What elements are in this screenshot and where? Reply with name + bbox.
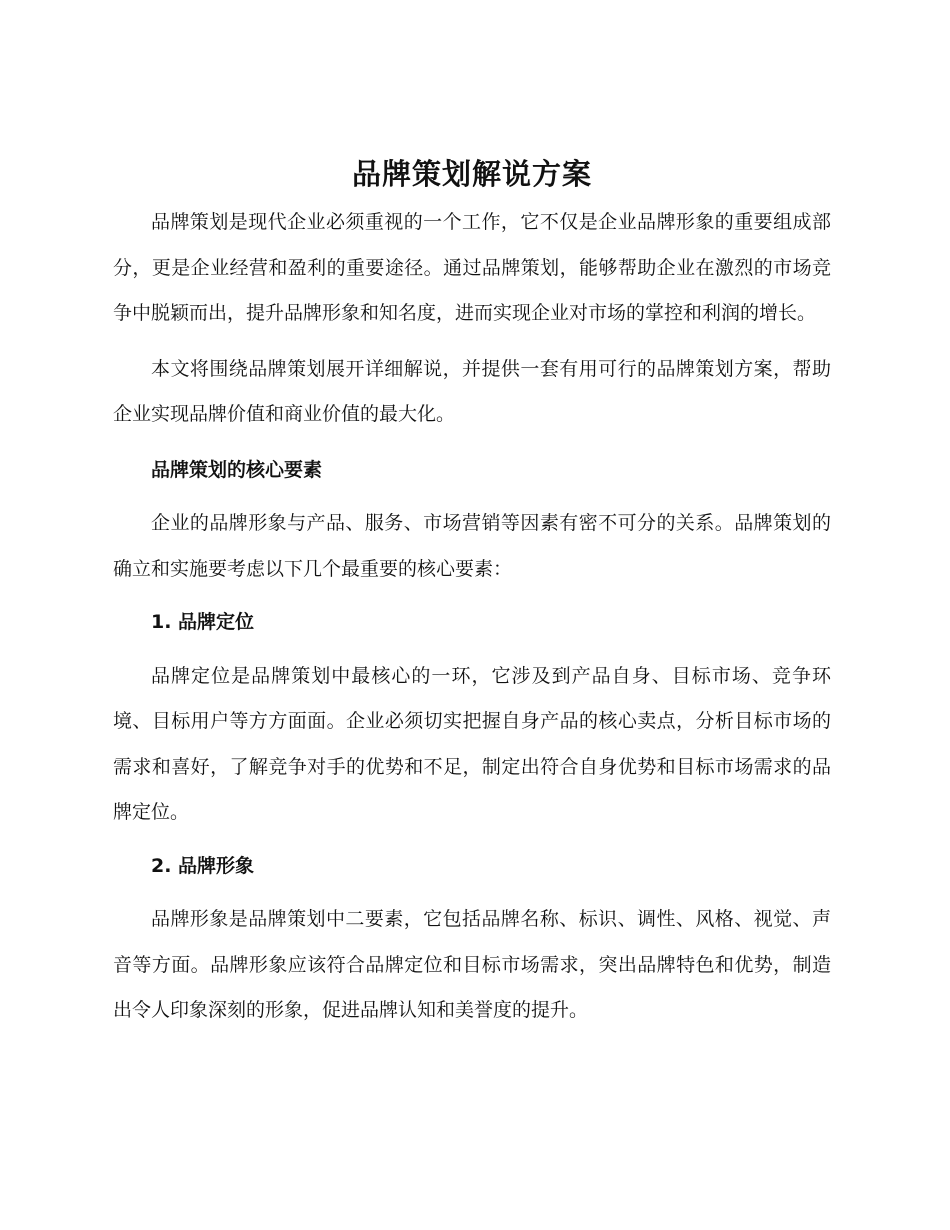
document-page	[113, 148, 831, 1034]
item-body-brand-positioning: 品牌定位是品牌策划中最核心的一环，它涉及到产品自身、目标市场、竞争环境、目标用户等方方面面。企业必须切实把握自身产品的核心卖点，分析目标市场的需求和喜好，了解竞争对手的优势和不足，制定出符合自身优势和目标市场需求的品牌定位。	[113, 664, 831, 823]
section-heading: 品牌策划的核心要素	[151, 458, 323, 481]
document-title: 品牌策划解说方案	[351, 157, 592, 191]
intro-paragraph: 品牌策划是现代企业必须重视的一个工作，它不仅是企业品牌形象的重要组成部分，更是企业经营和盈利的重要途径。通过品牌策划，能够帮助企业在激烈的市场竞争中脱颖而出，提升品牌形象和知名度，进而实现企业对市场的掌控和利润的增长。	[113, 211, 831, 324]
item-heading-brand-image: 2. 品牌形象	[151, 854, 255, 877]
section-intro-paragraph: 企业的品牌形象与产品、服务、市场营销等因素有密不可分的关系。品牌策划的确立和实施要考虑以下几个最重要的核心要素：	[113, 512, 831, 580]
purpose-paragraph: 本文将围绕品牌策划展开详细解说，并提供一套有用可行的品牌策划方案，帮助企业实现品牌价值和商业价值的最大化。	[113, 357, 831, 425]
item-body-brand-image: 品牌形象是品牌策划中二要素，它包括品牌名称、标识、调性、风格、视觉、声音等方面。品牌形象应该符合品牌定位和目标市场需求，突出品牌特色和优势，制造出令人印象深刻的形象，促进品牌认知和美誉度的提升。	[113, 908, 831, 1021]
item-heading-brand-positioning: 1. 品牌定位	[151, 611, 255, 633]
